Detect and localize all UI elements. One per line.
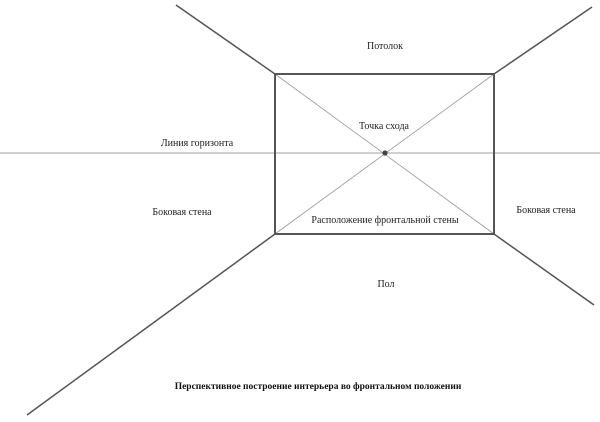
vanishing-point-label: Точка схода [359,121,409,132]
edge-line-top-right [494,7,592,74]
diagram-caption: Перспективное построение интерьера во фронтальном положении [174,382,462,392]
horizon-line-label: Линия горизонта [160,138,234,149]
side-wall-left-label: Боковая стена [152,207,212,218]
edge-line-bottom-right [494,234,594,305]
floor-label: Пол [377,279,395,290]
vanishing-point-dot [382,150,387,155]
front-wall-label: Расположение фронтальной стены [311,215,459,226]
edge-line-top-left [176,5,275,74]
side-wall-right-label: Боковая стена [516,205,576,216]
ceiling-label: Потолок [366,41,404,52]
